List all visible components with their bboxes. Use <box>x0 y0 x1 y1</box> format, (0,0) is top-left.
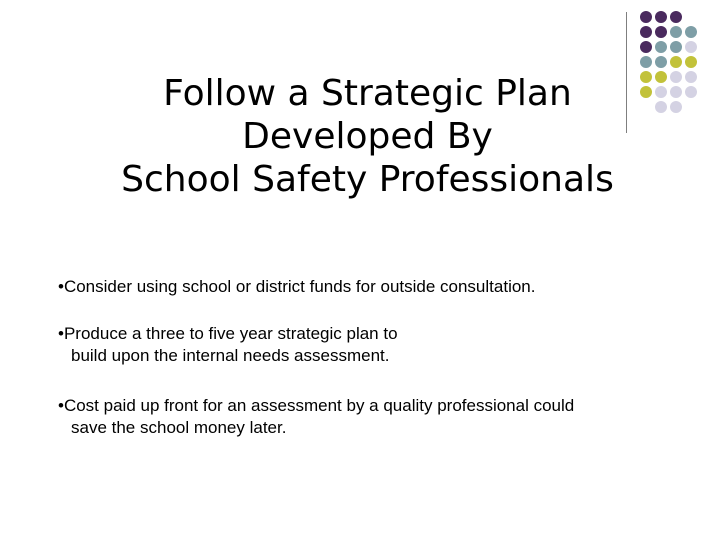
decorative-dot <box>640 56 652 68</box>
bullet-item <box>58 395 574 439</box>
title-line-1: Follow a Strategic Plan <box>163 73 572 114</box>
decorative-dot <box>640 26 652 38</box>
decorative-dot <box>685 56 697 68</box>
decorative-dot <box>655 26 667 38</box>
decorative-dot <box>670 26 682 38</box>
decorative-dot <box>685 41 697 53</box>
decorative-dot <box>670 86 682 98</box>
decorative-dot <box>655 41 667 53</box>
bullet-item <box>58 276 535 298</box>
decorative-dot <box>670 101 682 113</box>
decorative-dot <box>685 86 697 98</box>
bullet-line: •Consider using school or district funds for outside consultation. <box>58 277 536 296</box>
decorative-dot <box>640 11 652 23</box>
bullet-line: build upon the internal needs assessment. <box>71 346 390 365</box>
bullet-item <box>58 323 398 367</box>
decorative-dot <box>655 11 667 23</box>
decorative-dot <box>670 56 682 68</box>
title-line-3: School Safety Professionals <box>121 159 614 200</box>
decorative-dot <box>670 41 682 53</box>
decorative-dot <box>685 71 697 83</box>
decorative-dot <box>670 11 682 23</box>
bullet-line: •Produce a three to five year strategic plan to <box>58 324 398 343</box>
decorative-dot <box>655 56 667 68</box>
decorative-dot <box>685 26 697 38</box>
slide-title <box>70 72 665 201</box>
decorative-dot <box>670 71 682 83</box>
decorative-dot <box>640 41 652 53</box>
bullet-line: •Cost paid up front for an assessment by a quality professional could <box>58 396 575 415</box>
title-line-2: Developed By <box>242 116 493 157</box>
bullet-line: save the school money later. <box>71 418 287 437</box>
